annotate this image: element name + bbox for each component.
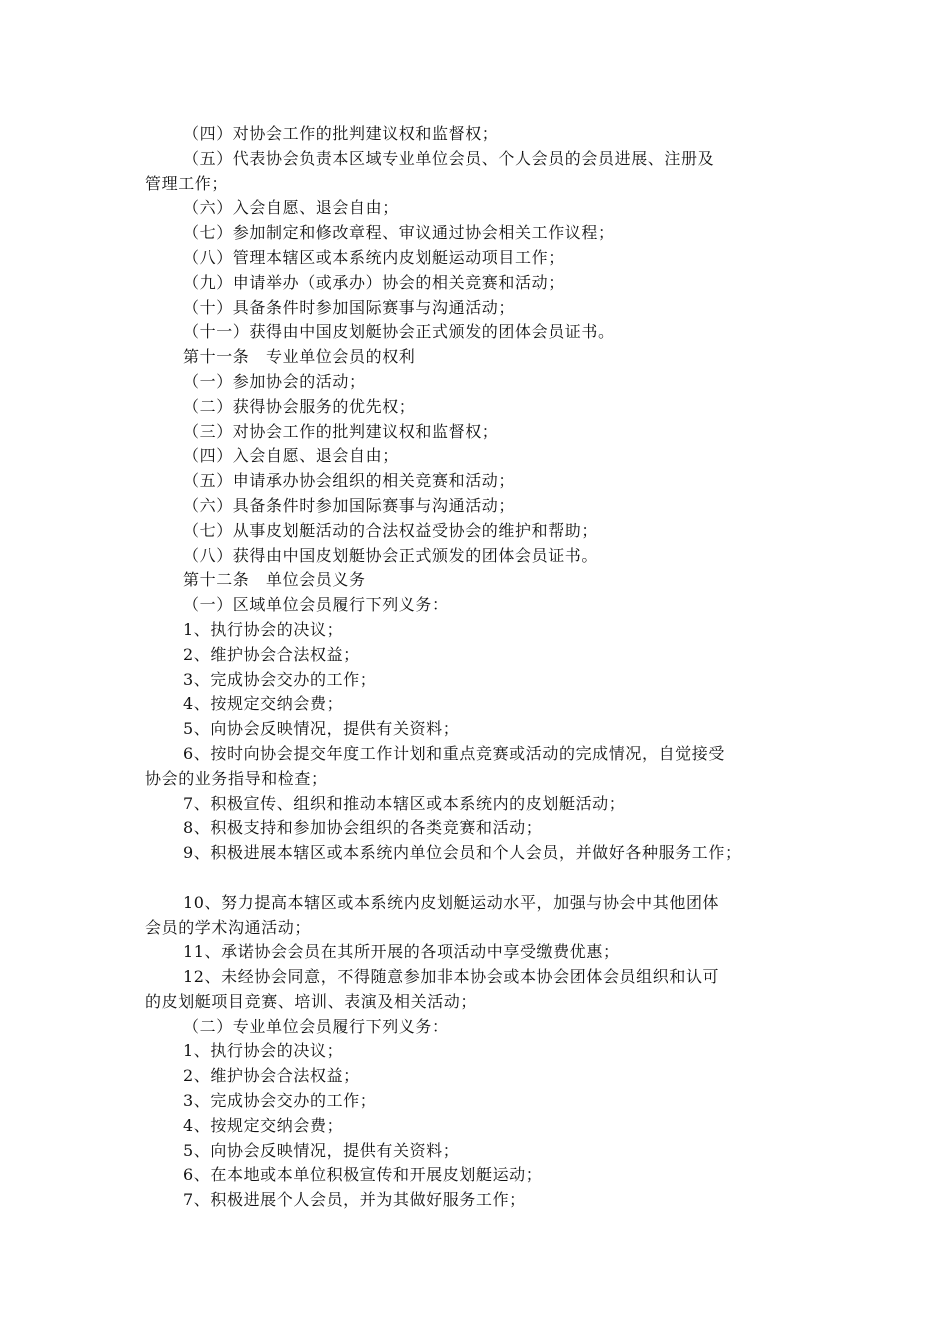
document-line: 5、向协会反映情况，提供有关资料； bbox=[183, 719, 460, 739]
document-line: 1、执行协会的决议； bbox=[183, 1041, 344, 1061]
document-line: 协会的业务指导和检查； bbox=[145, 768, 328, 788]
blank-line bbox=[145, 866, 825, 891]
document-line: 7、积极进展个人会员，并为其做好服务工作； bbox=[183, 1190, 526, 1210]
document-line: （四）对协会工作的批判建议权和监督权； bbox=[183, 124, 499, 143]
document-line: 的皮划艇项目竞赛、培训、表演及相关活动； bbox=[145, 991, 478, 1011]
document-line: （七）参加制定和修改章程、审议通过协会相关工作议程； bbox=[183, 223, 615, 243]
document-line: （九）申请举办（或承办）协会的相关竞赛和活动； bbox=[183, 272, 565, 292]
document-line: 6、按时向协会提交年度工作计划和重点竞赛或活动的完成情况，自觉接受 bbox=[183, 743, 725, 763]
document-line: 2、维护协会合法权益； bbox=[183, 644, 360, 664]
document-line: （三）对协会工作的批判建议权和监督权； bbox=[183, 421, 499, 441]
document-line: （七）从事皮划艇活动的合法权益受协会的维护和帮助； bbox=[183, 520, 599, 540]
document-line: 3、完成协会交办的工作； bbox=[183, 1091, 377, 1111]
document-line: 3、完成协会交办的工作； bbox=[183, 669, 377, 689]
document-line: 第十一条 专业单位会员的权利 bbox=[183, 347, 416, 367]
document-line: （五）代表协会负责本区域专业单位会员、个人会员的会员进展、注册及 bbox=[183, 148, 715, 168]
document-line: 11、承诺协会会员在其所开展的各项活动中享受缴费优惠； bbox=[183, 942, 620, 962]
document-body bbox=[145, 122, 825, 1213]
document-line: 4、按规定交纳会费； bbox=[183, 694, 344, 714]
document-line: （八）管理本辖区或本系统内皮划艇运动项目工作； bbox=[183, 247, 565, 267]
document-line: （一）区域单位会员履行下列义务： bbox=[183, 595, 449, 615]
document-line: （十）具备条件时参加国际赛事与沟通活动； bbox=[183, 297, 516, 317]
document-line: 4、按规定交纳会费； bbox=[183, 1115, 344, 1135]
document-line: 1、执行协会的决议； bbox=[183, 619, 344, 639]
document-line: 9、积极进展本辖区或本系统内单位会员和个人会员，并做好各种服务工作； bbox=[183, 843, 742, 863]
document-line: 7、积极宣传、组织和推动本辖区或本系统内的皮划艇活动； bbox=[183, 793, 626, 813]
document-line: 第十二条 单位会员义务 bbox=[183, 570, 366, 590]
document-line: 管理工作； bbox=[145, 173, 229, 193]
document-line: 会员的学术沟通活动； bbox=[145, 917, 312, 937]
document-line: （十一）获得由中国皮划艇协会正式颁发的团体会员证书。 bbox=[183, 322, 615, 342]
document-line: （六）入会自愿、退会自由； bbox=[183, 198, 399, 218]
document-line: （二）获得协会服务的优先权； bbox=[183, 396, 416, 416]
document-line: 2、维护协会合法权益； bbox=[183, 1066, 360, 1086]
document-line: （二）专业单位会员履行下列义务： bbox=[183, 1016, 449, 1036]
document-line: 8、积极支持和参加协会组织的各类竞赛和活动； bbox=[183, 818, 543, 838]
document-line: （一）参加协会的活动； bbox=[183, 371, 366, 391]
document-line: 12、未经协会同意，不得随意参加非本协会或本协会团体会员组织和认可 bbox=[183, 967, 720, 987]
document-line: （四）入会自愿、退会自由； bbox=[183, 446, 399, 466]
document-line: （五）申请承办协会组织的相关竞赛和活动； bbox=[183, 471, 516, 491]
document-line: （六）具备条件时参加国际赛事与沟通活动； bbox=[183, 495, 516, 515]
document-line: 6、在本地或本单位积极宣传和开展皮划艇运动； bbox=[183, 1165, 543, 1185]
document-line: （八）获得由中国皮划艇协会正式颁发的团体会员证书。 bbox=[183, 545, 599, 565]
document-line: 10、努力提高本辖区或本系统内皮划艇运动水平，加强与协会中其他团体 bbox=[183, 892, 720, 912]
document-line: 5、向协会反映情况，提供有关资料； bbox=[183, 1140, 460, 1160]
